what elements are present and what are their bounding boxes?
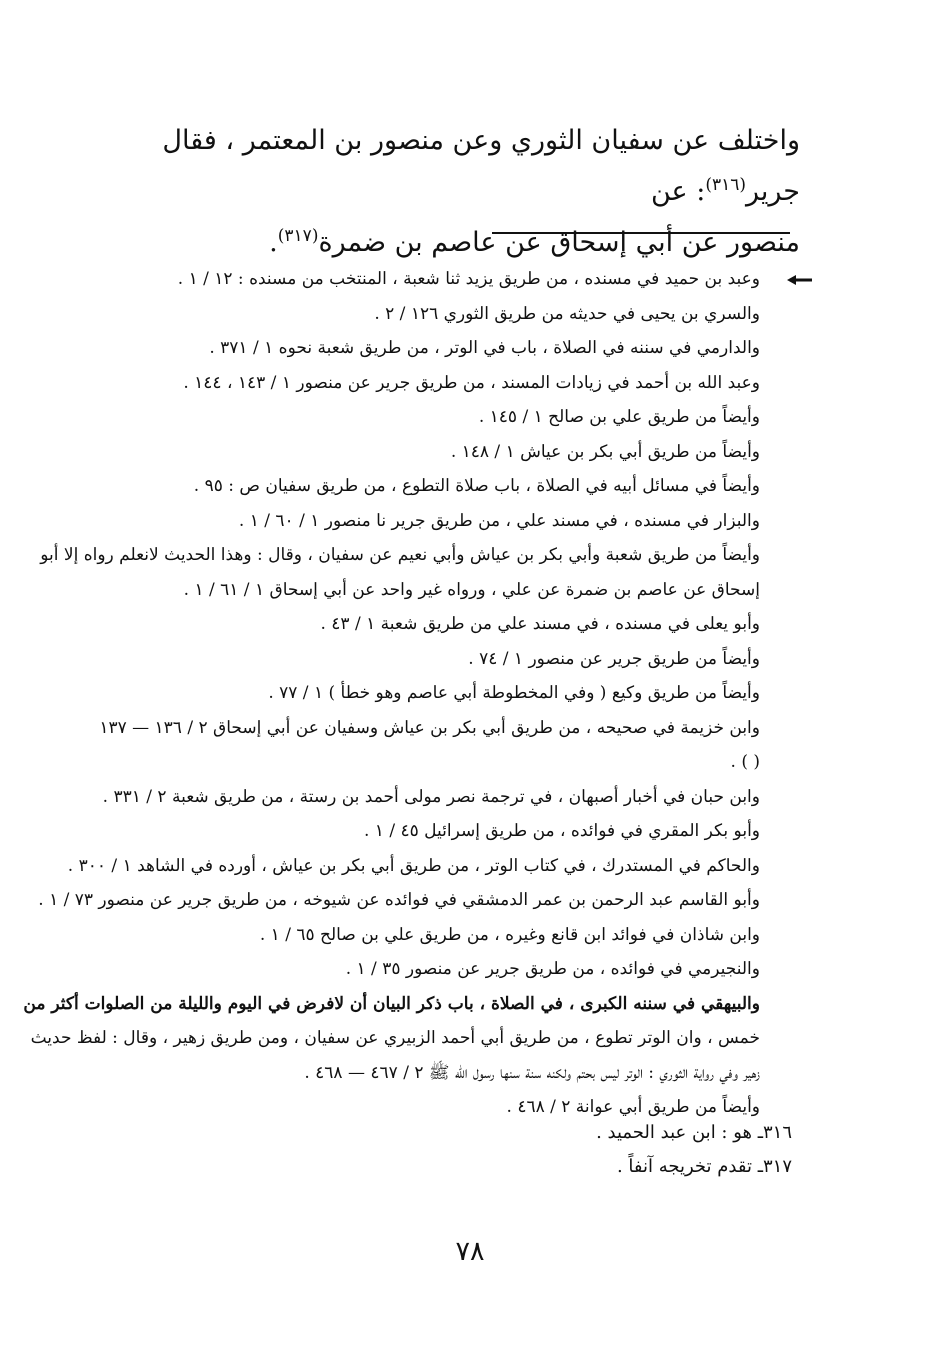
note-line: وأيضاً في مسائل أبيه في الصلاة ، باب صلاة التطوع ، من طريق سفيان ص : ٩٥ . [193,476,760,496]
main-text [100,118,800,265]
note-line: وأيضاً من طريق شعبة وأبي بكر بن عياش وأبي نعيم عن سفيان ، وقال : وهذا الحديث لانعلم رواه إلا أبو [40,545,760,565]
page-number: ٧٨ [455,1236,485,1267]
citation-notes [23,262,760,1125]
footnote-316: ٣١٦ـ هو : ابن عبد الحميد . [596,1122,792,1143]
note-line: والبزار في مسنده ، في مسند علي ، من طريق جرير نا منصور ١ / ٦٠ / ١ . [238,510,760,531]
main-line-1-text: واختلف عن سفيان الثوري وعن منصور بن المعتمر ، فقال جرير [162,125,800,207]
note-line: وابن خزيمة في صحيحه ، من طريق أبي بكر بن عياش وسفيان عن أبي إسحاق ٢ / ١٣٦ — ١٣٧ [99,717,760,738]
footnote-317: ٣١٧ـ تقدم تخريجه آنفاً . [616,1156,792,1177]
footnote-ref-317: (٣١٧) [277,226,319,246]
footnotes [100,1116,792,1184]
note-line: وعبد بن حميد في مسنده ، من طريق يزيد ثنا شعبة ، المنتخب من مسنده : ١٢ / ١ . [177,269,760,289]
footnote-ref-316: (٣١٦) [705,175,746,195]
note-line: وعبد الله بن أحمد في زيادات المسند ، من طريق جرير عن منصور ١ / ١٤٣ ، ١٤٤ . [183,372,760,393]
main-line-2-text: منصور عن أبي إسحاق عن عاصم بن ضمرة [318,227,800,258]
note-line: وأبو يعلى في مسنده ، في مسند علي من طريق شعبة ١ / ٤٣ . [320,614,760,634]
main-line-1-end: : عن [650,176,706,207]
note-line: والحاكم في المستدرك ، في كتاب الوتر ، من طريق أبي بكر بن عياش ، أورده في الشاهد ١ / ٣٠٠ . [67,855,760,876]
note-line: والنجيرمي في فوائده ، من طريق جرير عن منصور ٣٥ / ١ . [345,959,760,979]
note-line: إسحاق عن عاصم بن ضمرة عن علي ، ورواه غير واحد عن أبي إسحاق ١ / ٦١ / ١ . [183,579,760,600]
note-line: وأبو بكر المقري في فوائده ، من طريق إسرائيل ٤٥ / ١ . [363,821,760,841]
note-line: وأيضاً من طريق أبي عوانة ٢ / ٤٦٨ . [506,1097,760,1117]
note-line: وأيضاً من طريق أبي بكر بن عياش ١ / ١٤٨ . [450,441,760,462]
note-line: ( ) . [730,752,760,772]
note-line: وابن شاذان في فوائد ابن قانع وغيره ، من طريق علي بن صالح ٦٥ / ١ . [259,924,760,945]
note-line: وأيضاً من طريق وكيع ( وفي المخطوطة أبي عاصم وهو خطأ ) ١ / ٧٧ . [268,683,760,703]
note-line: والبيهقي في سننه الكبرى ، في الصلاة ، باب ذكر البيان أن لافرض في اليوم والليلة من الصلوات أكثر من [23,993,760,1014]
separator-rule [492,232,790,234]
note-line: خمس ، وان الوتر تطوع ، من طريق أبي أحمد الزبيري عن سفيان ، ومن طريق زهير ، وقال : لفظ حديث [30,1028,760,1048]
left-arrow-icon [784,270,814,290]
note-line: وأيضاً من طريق جرير عن منصور ١ / ٧٤ . [468,648,760,669]
note-line: والسري بن يحيى في حديثه من طريق الثوري ١٢٦ / ٢ . [374,303,760,324]
note-line: وأيضاً من طريق علي بن صالح ١ / ١٤٥ . [478,407,760,427]
main-line-2 [100,214,800,265]
note-line: زهير وفي رواية الثوري : الوتر ليس بحتم ولكنه سنة سنها رسول الله ﷺ ٢ / ٤٦٧ — ٤٦٨ . [304,1062,760,1083]
note-line: وابن حبان في أخبار أصبهان ، في ترجمة نصر مولى أحمد بن رستة ، من طريق شعبة ٢ / ٣٣١ . [102,786,760,807]
note-line: والدارمي في سننه في الصلاة ، باب في الوتر ، من طريق شعبة نحوه ١ / ٣٧١ . [209,338,760,358]
main-line-1 [100,118,800,214]
main-line-2-end: . [269,227,278,258]
note-line: وأبو القاسم عبد الرحمن بن عمر الدمشقي في فوائده عن شيوخه ، من طريق جرير عن منصور ٧٣ / ١ . [38,890,760,910]
